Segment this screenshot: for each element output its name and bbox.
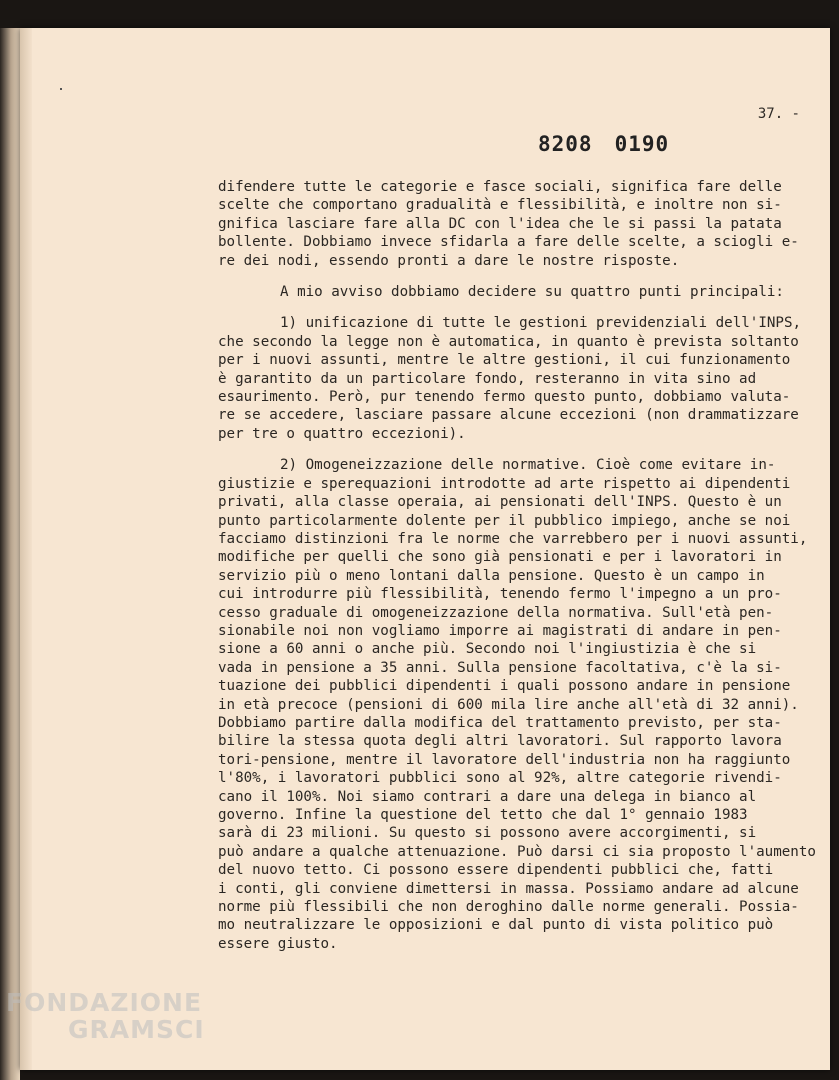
text-line: gnifica lasciare fare alla DC con l'idea che le si passi la patata [218, 215, 782, 232]
book-binding [0, 28, 20, 1080]
text-line: bilire la stessa quota degli altri lavoratori. Sul rapporto lavora [218, 733, 782, 750]
document-body [218, 178, 816, 953]
text-line: per tre o quattro eccezioni). [218, 425, 466, 442]
text-line: giustizie e sperequazioni introdotte ad arte rispetto ai dipendenti [218, 475, 791, 492]
text-line: i conti, gli conviene dimettersi in massa. Possiamo andare ad alcune [218, 880, 799, 897]
text-line: è garantito da un particolare fondo, resteranno in vita sino ad [218, 370, 757, 387]
page-number: 37. - [757, 106, 800, 122]
text-line: del nuovo tetto. Ci possono essere dipendenti pubblici che, fatti [218, 862, 774, 879]
paragraph-gap [218, 270, 798, 283]
text-line: che secondo la legge non è automatica, in quanto è prevista soltanto [218, 333, 799, 350]
text-line: mo neutralizzare le opposizioni e dal punto di vista politico può [218, 917, 774, 934]
text-line: re se accedere, lasciare passare alcune eccezioni (non drammatizzare [218, 407, 799, 424]
text-line: esaurimento. Però, pur tenendo fermo questo punto, dobbiamo valuta- [218, 389, 791, 406]
text-line: cui introdurre più flessibilità, tenendo fermo l'impegno a un pro- [218, 586, 782, 603]
text-line: può andare a qualche attenuazione. Può darsi ci sia proposto l'aumento [218, 843, 816, 860]
text-line: per i nuovi assunti, mentre le altre gestioni, il cui funzionamento [218, 352, 791, 369]
text-line: 2) Omogeneizzazione delle normative. Cioè come evitare in- [280, 457, 776, 474]
text-line: punto particolarmente dolente per il pubblico impiego, anche se noi [218, 512, 791, 529]
paragraph-gap [218, 301, 798, 314]
text-line: bollente. Dobbiamo invece sfidarla a fare delle scelte, a sciogli e- [218, 234, 799, 251]
text-line: cesso graduale di omogeneizzazione della normativa. Sull'età pen- [218, 604, 774, 621]
text-line: A mio avviso dobbiamo decidere su quattro punti principali: [280, 284, 784, 301]
text-line: cano il 100%. Noi siamo contrari a dare una delega in bianco al [218, 788, 757, 805]
text-line: servizio più o meno lontani dalla pensione. Questo è un campo in [218, 567, 765, 584]
text-line: modifiche per quelli che sono già pensionati e per i lavoratori in [218, 549, 782, 566]
text-line: sione a 60 anni o anche più. Secondo noi l'ingiustizia è che si [218, 641, 757, 658]
text-line: essere giusto. [218, 935, 338, 952]
watermark-line-1: FONDAZIONE [6, 988, 203, 1017]
text-line: difendere tutte le categorie e fasce sociali, significa fare delle [218, 179, 782, 195]
text-line: 1) unificazione di tutte le gestioni previdenziali dell'INPS, [280, 315, 802, 332]
text-line: tori-pensione, mentre il lavoratore dell'industria non ha raggiunto [218, 751, 791, 768]
stamp-left-number: 8208 [538, 132, 593, 156]
watermark-line-2: GRAMSCI [68, 1015, 205, 1044]
speck [60, 88, 62, 90]
text-line: governo. Infine la questione del tetto che dal 1° gennaio 1983 [218, 807, 748, 823]
text-line: vada in pensione a 35 anni. Sulla pensione facoltativa, c'è la si- [218, 659, 782, 676]
paragraph-gap [218, 443, 798, 456]
text-line: Dobbiamo partire dalla modifica del trattamento previsto, per sta- [218, 714, 782, 731]
page-edge [20, 28, 32, 1070]
text-line: privati, alla classe operaia, ai pensionati dell'INPS. Questo è un [218, 494, 782, 511]
fondazione-gramsci-watermark [6, 988, 205, 1044]
text-line: l'80%, i lavoratori pubblici sono al 92%, altre categorie rivendi- [218, 770, 782, 787]
text-line: facciamo distinzioni fra le norme che varrebbero per i nuovi assunti, [218, 530, 808, 547]
text-line: sarà di 23 milioni. Su questo si possono avere accorgimenti, si [218, 825, 757, 842]
text-line: sionabile noi non vogliamo imporre ai magistrati di andare in pen- [218, 622, 782, 639]
archive-stamp [538, 132, 669, 156]
text-line: norme più flessibili che non deroghino dalle norme generali. Possia- [218, 899, 799, 916]
text-line: re dei nodi, essendo pronti a dare le nostre risposte. [218, 252, 680, 269]
text-line: in età precoce (pensioni di 600 mila lire anche all'età di 32 anni). [218, 696, 799, 713]
stamp-right-number: 0190 [614, 132, 670, 156]
text-line: tuazione dei pubblici dipendenti i quali possono andare in pensione [218, 678, 791, 695]
text-line: scelte che comportano gradualità e flessibilità, e inoltre non si- [218, 197, 782, 214]
